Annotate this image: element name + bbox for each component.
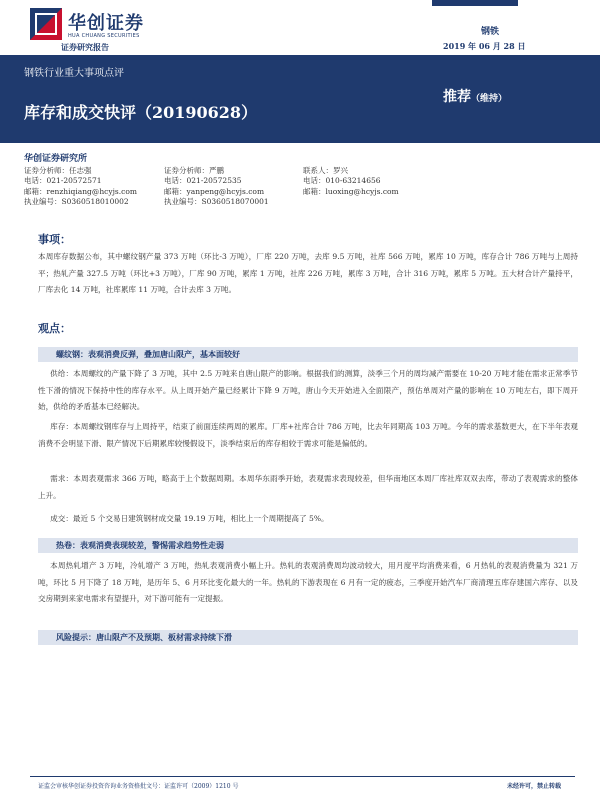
analyst-license: 执业编号：S0360518010002: [24, 197, 129, 207]
rebar-deal-paragraph: 成交：最近 5 个交易日建筑钢材成交量 19.19 万吨，相比上一个周期提高了 5%。: [50, 514, 329, 523]
rebar-supply-paragraph: 供给：本周螺纹的产量下降了 3 万吨，其中 2.5 万吨来自唐山限产的影响。根据我们的测算，淡季三个月的周均减产需要在 10-20 万吨才能在需求正常季节性下滑的情况下保持中性的库存水平。从上周开始产量已经累计下降 9 万吨，唐山今天开始进入全面限产，预估单周对产量的影响在 10 万吨左右，即下周开始，供给的矛盾基本已经解决。: [38, 369, 578, 411]
footer-license: 证监会审核华创证券投资咨询业务资格批文号：证监许可（2009）1210 号: [38, 783, 239, 790]
analyst-card: [24, 166, 137, 208]
analyst-email[interactable]: 邮箱：luoxing@hcyjs.com: [303, 186, 399, 196]
logo-mark-icon: [30, 8, 62, 40]
rebar-inventory-paragraph: 库存：本周螺纹钢库存与上周持平，结束了前面连续两周的累库。厂库+社库合计 786 万吨，比去年同期高 103 万吨。今年的需求基数更大，在下半年表观消费不会明显下滑、限产情况下后期累库较慢假设下，淡季结束后的库存相较于需求可能是偏低的。: [38, 422, 578, 448]
analyst-phone: 电话：021-20572535: [164, 176, 242, 186]
logo-text-cn: 华创证券: [68, 13, 144, 34]
analyst-license: 执业编号：S0360518070001: [164, 197, 269, 207]
report-date: 2019 年 06 月 28 日: [443, 41, 526, 51]
footer-notice: 未经许可，禁止转载: [507, 783, 562, 790]
analyst-role: 证券分析师：任志强: [24, 166, 92, 175]
analyst-contacts: [24, 166, 584, 218]
rebar-subheading: 螺纹钢：表观消费反弹，叠加唐山限产，基本面较好: [38, 347, 578, 362]
rating-note: （维持）: [471, 94, 508, 104]
analyst-role: 证券分析师：严鹏: [164, 166, 224, 175]
footer-divider: [30, 776, 575, 777]
views-heading: 观点：: [38, 322, 71, 335]
banner-subtitle: 钢铁行业重大事项点评: [24, 68, 124, 79]
industry-label: 钢铁: [481, 27, 500, 37]
risk-subheading: 风险提示：唐山限产不及预期、板材需求持续下滑: [38, 630, 578, 645]
hrc-subheading: 热卷：表观消费表现较差，警惕需求趋势性走弱: [38, 538, 578, 553]
analyst-email[interactable]: 邮箱：yanpeng@hcyjs.com: [164, 186, 265, 196]
analyst-email[interactable]: 邮箱：renzhiqiang@hcyjs.com: [24, 186, 137, 196]
analyst-phone: 电话：010-63214656: [303, 176, 381, 186]
logo-text-en: HUA CHUANG SECURITIES: [68, 33, 140, 39]
analyst-phone: 电话：021-20572571: [24, 176, 102, 186]
company-logo: [30, 8, 190, 44]
hrc-paragraph: 本周热轧增产 3 万吨，冷轧增产 3 万吨，热轧表观消费小幅上升。热轧的表观消费周均波动较大，用月度平均消费来看，6 月热轧的表观消费量为 321 万吨，环比 5 月下降了 18 万吨，是历年 5、6 月环比变化最大的一年。热轧的下游表现在 6 月有一定的疲态，三季度开始汽车厂商清理五库存建国六库存、以及交房期到来家电需求有望提升，对下游可能有一定提振。: [38, 561, 578, 603]
rebar-demand-paragraph: 需求：本周表观需求 366 万吨，略高于上个数据周期。本周华东雨季开始，表观需求表现较差，但华南地区本周厂库社库双双去库，带动了表观需求的整体上升。: [38, 474, 578, 500]
institute-name: 华创证券研究所: [24, 154, 88, 164]
report-type: 证券研究报告: [61, 42, 109, 52]
analyst-card: [303, 166, 399, 197]
rating: [443, 86, 507, 106]
rating-label: 推荐: [443, 89, 471, 105]
report-title: 库存和成交快评（20190628）: [24, 103, 258, 122]
events-paragraph: 本周库存数据公布，其中螺纹钢产量 373 万吨（环比-3 万吨），厂库 220 万吨，去库 9.5 万吨，社库 566 万吨，累库 10 万吨，库存合计 786 万吨与上周持平；热轧产量 327.5 万吨（环比+3 万吨），厂库 90 万吨，累库 1 万吨，社库 226 万吨，累库 3 万吨，合计 316 万吨，累库 5 万吨。五大材合计产量持平，厂库去化 14 万吨，社库累库 11 万吨，合计去库 3 万吨。: [38, 252, 578, 294]
analyst-role: 联系人：罗兴: [303, 166, 348, 175]
events-heading: 事项：: [38, 233, 71, 246]
top-tab-marker: [432, 0, 518, 6]
analyst-card: [164, 166, 269, 208]
